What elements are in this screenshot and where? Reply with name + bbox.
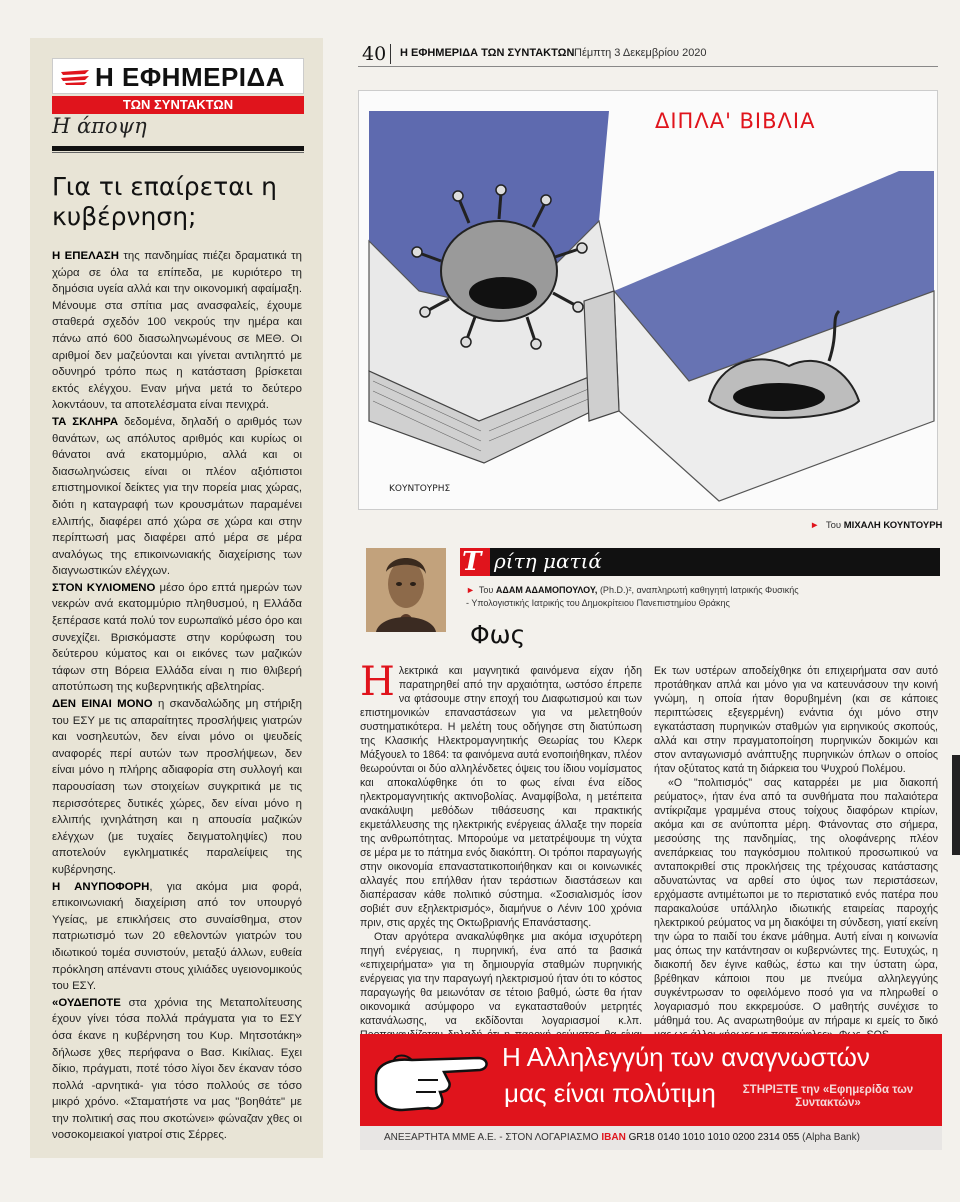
masthead-brand	[52, 58, 304, 94]
credit-arrow-icon: ►	[810, 520, 820, 531]
pointing-hand-icon	[372, 1050, 496, 1116]
brand-flag-icon	[59, 68, 91, 86]
author-affiliation: - Υπολογιστικής Ιατρικής του Δημοκρίτειου Πανεπιστημίου Θράκης	[466, 598, 730, 608]
opinion-body	[52, 248, 302, 1144]
ad-support-text: ΣΤΗΡΙΞΤΕ την «Εφημερίδα των Συντακτών»	[742, 1084, 914, 1109]
header-rule	[358, 66, 938, 67]
article-paragraph: Εκ των υστέρων αποδείχθηκε ότι επιχειρήματα σαν αυτό προτάθηκαν απλά και μόνο για να κατευνάσουν την κοινή γνώμη, η οποία ήταν θορυβημένη (και σε κάποιες περιπτώσεις εξεγερμένη) ενάντια όχι μόνο στην εγκατάσταση πυρηνικών σταθμών για ειρηνικούς σκοπούς, αλλά και στην πραγματοποίηση πυρηνικών δοκιμών και στον ανταγωνισμό ανάπτυξης πυρηνικών όπλων ο οποίος ήταν οξύτατος κατά τη διάρκεια του Ψυχρού Πολέμου.	[654, 665, 938, 775]
article-column-1	[360, 659, 642, 1056]
article-paragraph: Ηλεκτρικά και μαγνητικά φαινόμενα είχαν ήδη παρατηρηθεί από την αρχαιότητα, ωστόσο έπρεπε να φτάσουμε στην εποχή του Διαφωτισμού και των επιστημονικών επαναστάσεων για να μελετηθούν συστηματικότερα. Η μελέτη τους οδήγησε στη διατύπωση της Κλασικής Ηλεκτρομαγνητικής Θεωρίας του Κλερκ Μάξγουελ το 1864: τα φαινόμενα αυτά ενοποιήθηκαν, πλέον θεωρούνται οι δύο αλληλένδετες όψεις του ίδιου νομίσματος και αποκαλύφθηκε ότι το φως είναι ένα είδος ηλεκτρομαγνητικής ακτινοβολίας. Αναμφίβολα, η μετέπειτα ανακάλυψη μεθόδων τιθάσευσης και πρακτικής εκμετάλλευσης της ηλεκτρικής ενέργειας άλλαξε την πορεία της ανθρωπότητας. Μπορούμε να μετατρέψουμε τη νύχτα σε μέρα με το πάτημα ενός διακόπτη. Οι τρόποι παραγωγής στην οικονομία επαναστατικοποιήθηκαν και οι κοινωνικές αλλαγές που επήλθαν ήταν τεράστιων διαστάσεων και διαπέρασαν κάθε πολιτικό σύστημα. «Σοσιαλισμός ίσον σοβιέτ συν εξηλεκτρισμός», διαμήνυε ο Λένιν 100 χρόνια πριν, στις αρχές της Οκτωβριανής Επανάστασης.	[360, 659, 642, 929]
opinion-paragraph: ΔΕΝ ΕΙΝΑΙ ΜΟΝΟ η σκανδαλώδης μη στήριξη του ΕΣΥ με τις απαραίτητες προσλήψεις γιατρών και νοσηλευτών, δεν είναι μόνο οι ψευδείς αναφορές περί αυτών των προσλήψεων, δεν είναι μόνο η πλήρης αδιαφορία στη συλλογή και παρουσίαση των στοιχείων συγκριτικά με τις περισσότερες δυτικές χώρες, δεν είναι μόνο η ελλιπής ιχνηλάτηση και η απουσία μαζικών ελέγχων (με τυχαίες δειγματοληψίες) που αποτελούν εγκληματικές παραλείψεις της κυβέρνησης.	[52, 698, 302, 876]
opinion-paragraph: Η ΕΠΕΛΑΣΗ της πανδημίας πιέζει δραματικά τη χώρα σε όλα τα επίπεδα, με κυριότερο τη δημόσια υγεία αλλά και την οικονομική αφαίμαξη. Μένουμε στα σπίτια μας ανασφαλείς, έχουμε σταθερά σχεδόν 100 νεκρούς την ημέρα και πάνω από 600 διασωληνωμένους σε ΜΕΘ. Οι αριθμοί δεν μαζεύονται και γίνεται αντιληπτό με οδυνηρό τρόπο πως η κατάσταση βρίσκεται εκτός ελέγχου. Εναν μήνα μετά το δεύτερο λοκντάουν, τα αποτελέσματα είναι πενιχρά.	[52, 250, 302, 412]
opinion-paragraph: ΣΤΟΝ ΚΥΛΙΟΜΕΝΟ μέσο όρο επτά ημερών των νεκρών ανά εκατομμύριο πληθυσμού, η Ελλάδα ξεπέρασε κατά πολύ τον ευρωπαϊκό μέσο όρο και συνεχίζει. Βρισκόμαστε στην κορύφωση του δεύτερου κύματος και οι εικόνες των μαζικών τάφων στη Βόρεια Ελλάδα είναι η πιο θλιβερή αποτύπωση της κυβερνητικής αβελτηρίας.	[52, 581, 303, 694]
masthead-logo	[52, 58, 304, 116]
page-header	[358, 40, 938, 68]
masthead-subtitle: ΤΩΝ ΣΥΝΤΑΚΤΩΝ	[52, 96, 304, 114]
iban-number: GR18 0140 1010 1010 0200 2314 055	[628, 1132, 800, 1143]
opinion-paragraph: «ΟΥΔΕΠΟΤΕ στα χρόνια της Μεταπολίτευσης έχουν γίνει τόσα πολλά πράγματα για το ΕΣΥ όσα έκανε η κυβέρνηση του Κυρ. Μητσοτάκη» δήλωσε χθες περήφανα ο Βασ. Κικίλιας. Εχει δίκιο, πράγματι, ποτέ τόσο λίγοι δεν έκαναν τόσο πολλά -αρνητικά- για τόσο πολλούς σε τόσο μικρό χρόνο. «Σταματήστε να μας "βοηθάτε" με την πολιτική σας που σκοτώνει» φώναζαν χθες οι νοσοκομειακοί γιατροί στις Σέρρες.	[52, 996, 302, 1142]
bank-name: (Alpha Bank)	[802, 1132, 860, 1143]
header-separator	[390, 44, 391, 64]
column-initial: Τ	[462, 547, 482, 577]
column-title: ρίτη ματιά	[494, 549, 602, 573]
page-number: 40	[362, 43, 387, 65]
ad-subheadline: μας είναι πολύτιμη	[504, 1078, 716, 1108]
article-title: Φως	[470, 620, 526, 649]
cartoon-drawing	[359, 91, 938, 510]
opinion-headline: Για τι επαίρεται η κυβέρνηση;	[52, 172, 277, 231]
cartoon-credit: ► Του ΜΙΧΑΛΗ ΚΟΥΝΤΟΥΡΗ	[810, 520, 943, 531]
paper-name: Η ΕΦΗΜΕΡΙΔΑ ΤΩΝ ΣΥΝΤΑΚΤΩΝ	[400, 47, 575, 59]
section-title: Η άποψη	[52, 114, 147, 138]
opinion-paragraph: ΤΑ ΣΚΛΗΡΑ δεδομένα, δηλαδή ο αριθμός των θανάτων, ως απόλυτος αριθμός και κυρίως οι θάνατοι ανά εκατομμύριο, αλλά και οι διασωληνώσεις είναι οι πλέον αξιόπιστοι επιστημονικοί δείκτες για την πορεία μιας χώρας, διότι η καταγραφή των κρουσμάτων παραμένει ελλιπής, διαφέρει από χώρα σε χώρα και στην περίπτωσή μας διαφέρει από μέρα σε μέρα αναλόγως της επικοινωνιακής διαχείρισης των διαγνωστικών ελέγχων.	[52, 415, 302, 578]
page-edge-mark	[952, 755, 960, 855]
masthead-title: Η ΕΦΗΜΕΡΙΔΑ	[95, 62, 285, 92]
issue-date: Πέμπτη 3 Δεκεμβρίου 2020	[574, 47, 707, 59]
article-paragraph: «Ο "πολιτισμός" σας καταρρέει με μια διακοπή ρεύματος», ήταν ένα από τα συνθήματα που παλαιότερα αντίκριζαμε γραμμένα στους τοίχους διαφόρων κτιρίων, ακόμα και σε ανύποπτα μέρη. Φτάνοντας στο σήμερα, μεσούσης της πανδημίας, της ολοφάνερης πλέον ανεπάρκειας του παγκόσμιου πολιτικού προσωπικού να ανταποκριθεί στις προκλήσεις της τρέχουσας κατάστασης αδυνατώντας να αρθεί στο ύψος των περιστάσεων, ερχόμαστε αντιμέτωποι με το περιστατικό ενός πατέρα που παρακαλούσε υπάλληλο ιδιωτικής εταιρείας παροχής ηλεκτρικού ρεύματος να μη διακόψει τη σύνδεση, γιατί εκείνη την ώρα το παιδί του έκανε μάθημα. Αυτή είναι η κοινωνία μας όπως την κατάντησαν οι κυβερνώντες της. Ευτυχώς, η διακοπή δεν έγινε καθώς, έστω και την ύστατη ώρα, βρέθηκαν κάποιοι που με πνεύμα αλληλεγγύης συγκέντρωσαν το οφειλόμενο ποσό για να πληρωθεί ο λογαριασμό που εκκρεμούσε. Ο μαθητής συνέχισε το μάθημά του. Ας αναρωτηθούμε αν πήραμε κι εμείς το δικό	[654, 777, 938, 1027]
cartoon	[358, 90, 938, 510]
author-name: ΑΔΑΜ ΑΔΑΜΟΠΟΥΛΟΥ,	[495, 585, 598, 595]
drop-cap: Η	[360, 659, 395, 705]
cartoon-signature: ΚΟΥΝΤΟΥΡΗΣ	[389, 484, 451, 494]
section-rule	[52, 146, 304, 151]
author-byline: ► Του ΑΔΑΜ ΑΔΑΜΟΠΟΥΛΟΥ, (Ph.D.)², αναπληρωτή καθηγητή Ιατρικής Φυσικής - Υπολογιστικής Ιατρικής του Δημοκρίτειου Πανεπιστημίου Θράκης	[466, 585, 799, 608]
iban-label: IBAN	[601, 1132, 626, 1143]
ad-bank-details: ΑΝΕΞΑΡΤΗΤΑ ΜΜΕ Α.Ε. - ΣΤΟΝ ΛΟΓΑΡΙΑΣΜΟ IBAN GR18 0140 1010 1010 0200 2314 055 (Alpha Bank)	[384, 1132, 860, 1143]
byline-arrow-icon: ►	[466, 585, 475, 595]
opinion-paragraph: Η ΑΝΥΠΟΦΟΡΗ, για ακόμα μια φορά, επικοινωνιακή διαχείριση από τον υπουργό Υγείας, με επικλήσεις στο συναίσθημα, στον πατριωτισμό των 20 εθελοντών γιατρών του ιδιωτικού τομέα συνιστούν, μεταξύ άλλων, ευθεία πρόκληση απέναντι στους χιλιάδες υγειονομικούς του ΕΣΥ.	[52, 880, 303, 993]
ad-headline: Η Αλληλεγγύη των αναγνωστών	[502, 1042, 870, 1072]
article-paragraph: Οταν αργότερα ανακαλύφθηκε μια ακόμα ισχυρότερη πηγή ενέργειας, η πυρηνική, ένα από τα βασικά «επιχειρήματα» για τη δημιουργία σταθμών πυρηνικής ενέργειας για την παραγωγή ηλεκτρισμού ήταν ότι το κόστος παραγωγής θα μειωνόταν σε τέτοιο βαθμό, ώστε θα ήταν οικονομικά ασύμφορο να εγκατασταθούν μετρητές κατανάλωσης, να εκδίδονται λογαριασμοί κ.λπ.	[360, 931, 642, 1027]
article-column-2	[654, 664, 938, 1042]
cartoonist-name: ΜΙΧΑΛΗ ΚΟΥΝΤΟΥΡΗ	[843, 520, 943, 531]
author-photo	[366, 548, 446, 632]
cartoon-title: ΔΙΠΛΑ' ΒΙΒΛΙΑ	[655, 109, 816, 133]
section-rule-thin	[52, 152, 304, 153]
